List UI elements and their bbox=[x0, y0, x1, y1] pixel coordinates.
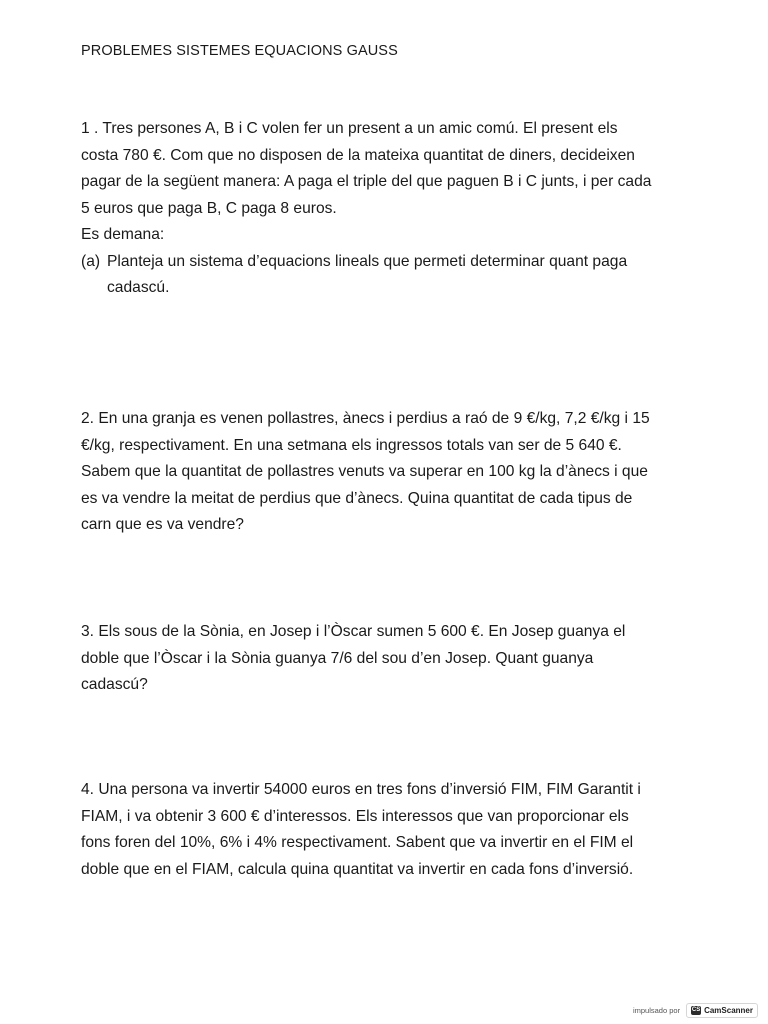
sub-item-line: cadascú. bbox=[107, 279, 170, 296]
problem-line: doble que l’Òscar i la Sònia guanya 7/6 del sou d’en Josep. Quant guanya bbox=[81, 649, 594, 667]
problem-line: doble que en el FIAM, calcula quina quantitat va invertir en cada fons d’inversió. bbox=[81, 860, 634, 878]
problem-line: costa 780 €. Com que no disposen de la mateixa quantitat de diners, decideixen bbox=[81, 146, 635, 164]
problem-line: 4. Una persona va invertir 54000 euros en tres fons d’inversió FIM, FIM Garantit i bbox=[81, 781, 641, 798]
sub-item-text bbox=[107, 249, 627, 302]
problem-line: carn que es va vendre? bbox=[81, 516, 244, 533]
problem-2 bbox=[81, 406, 701, 539]
problem-line: cadascú? bbox=[81, 676, 148, 693]
sub-item-marker: (a) bbox=[81, 252, 101, 270]
problem-line: fons foren del 10%, 6% i 4% respectivament. Sabent que va invertir en el FIM el bbox=[81, 834, 634, 851]
powered-by-label: impulsado por bbox=[632, 1006, 681, 1015]
problem-line: es va vendre la meitat de perdius que d’ànecs. Quina quantitat de cada tipus de bbox=[81, 489, 633, 507]
problem-4 bbox=[81, 777, 701, 883]
sub-item-line: Planteja un sistema d’equacions lineals que permeti determinar quant paga bbox=[107, 252, 628, 270]
problem-line: €/kg, respectivament. En una setmana els ingressos totals van ser de 5 640 €. bbox=[81, 436, 622, 454]
camscanner-badge bbox=[686, 1003, 758, 1018]
problem-line: 3. Els sous de la Sònia, en Josep i l’Òscar sumen 5 600 €. En Josep guanya el bbox=[81, 623, 626, 640]
camscanner-icon: CS bbox=[691, 1007, 701, 1013]
problem-line: FIAM, i va obtenir 3 600 € d’interessos. Els interessos que van proporcionar els bbox=[81, 807, 629, 825]
problem-1 bbox=[81, 116, 701, 302]
sub-item-a bbox=[81, 249, 701, 302]
problem-line: Es demana: bbox=[81, 226, 165, 243]
problem-line: 2. En una granja es venen pollastres, ànecs i perdius a raó de 9 €/kg, 7,2 €/kg i 15 bbox=[81, 410, 650, 427]
camscanner-brand-name: CamScanner bbox=[704, 1006, 753, 1015]
problem-line: 1 . Tres persones A, B i C volen fer un present a un amic comú. El present els bbox=[81, 120, 618, 137]
footer-watermark bbox=[633, 1003, 758, 1018]
page-title: PROBLEMES SISTEMES EQUACIONS GAUSS bbox=[81, 43, 398, 59]
problem-3 bbox=[81, 619, 701, 699]
problem-line: 5 euros que paga B, C paga 8 euros. bbox=[81, 199, 337, 217]
problem-line: pagar de la següent manera: A paga el triple del que paguen B i C junts, i per cada bbox=[81, 173, 652, 190]
problem-line: Sabem que la quantitat de pollastres venuts va superar en 100 kg la d’ànecs i que bbox=[81, 463, 648, 480]
